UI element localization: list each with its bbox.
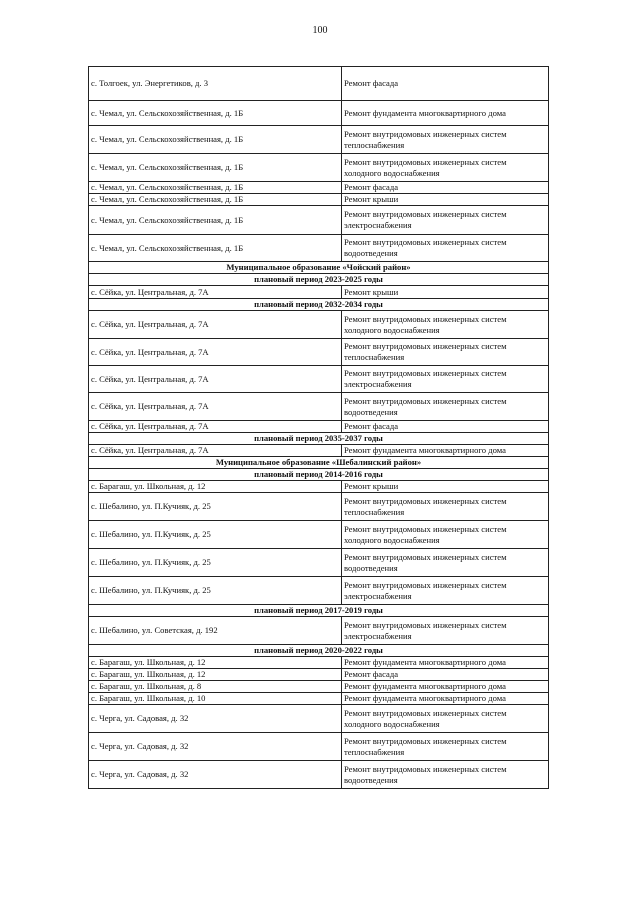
table-row [89,206,549,235]
address-cell: с. Шебалино, ул. П.Кучияк, д. 25 [89,549,342,577]
address-cell: с. Черга, ул. Садовая, д. 32 [89,705,342,733]
section-header-row [89,433,549,445]
section-header-row [89,469,549,481]
table-row [89,733,549,761]
work-type-cell: Ремонт крыши [342,481,549,493]
table-row [89,657,549,669]
address-cell: с. Шебалино, ул. Советская, д. 192 [89,617,342,645]
table-row [89,577,549,605]
address-cell: с. Черга, ул. Садовая, д. 32 [89,761,342,789]
work-type-cell: Ремонт фундамента многоквартирного дома [342,101,549,126]
table-row [89,617,549,645]
address-cell: с. Барагаш, ул. Школьная, д. 12 [89,657,342,669]
work-type-cell: Ремонт внутридомовых инженерных систем водоотведения [342,393,549,421]
section-header: Муниципальное образование «Шебалинский район» [89,457,549,469]
section-header-row [89,274,549,286]
table-row [89,549,549,577]
page-number: 100 [312,25,328,36]
address-cell: с. Сёйка, ул. Центральная, д. 7А [89,445,342,457]
section-header: плановый период 2017-2019 годы [89,605,549,617]
work-type-cell: Ремонт крыши [342,286,549,299]
address-cell: с. Сёйка, ул. Центральная, д. 7А [89,366,342,393]
section-header-row [89,457,549,469]
address-cell: с. Шебалино, ул. П.Кучияк, д. 25 [89,521,342,549]
work-type-cell: Ремонт внутридомовых инженерных систем холодного водоснабжения [342,154,549,182]
section-header-row [89,645,549,657]
work-type-cell: Ремонт крыши [342,194,549,206]
table-row [89,101,549,126]
address-cell: с. Барагаш, ул. Школьная, д. 12 [89,481,342,493]
work-type-cell: Ремонт внутридомовых инженерных систем электроснабжения [342,577,549,605]
address-cell: с. Сёйка, ул. Центральная, д. 7А [89,311,342,339]
work-type-cell: Ремонт внутридомовых инженерных систем электроснабжения [342,206,549,235]
address-cell: с. Чемал, ул. Сельскохозяйственная, д. 1Б [89,154,342,182]
work-type-cell: Ремонт фасада [342,669,549,681]
address-cell: с. Шебалино, ул. П.Кучияк, д. 25 [89,577,342,605]
work-type-cell: Ремонт внутридомовых инженерных систем электроснабжения [342,617,549,645]
work-type-cell: Ремонт внутридомовых инженерных систем электроснабжения [342,366,549,393]
table-row [89,366,549,393]
section-header: плановый период 2035-2037 годы [89,433,549,445]
address-cell: с. Сёйка, ул. Центральная, д. 7А [89,286,342,299]
table-row [89,194,549,206]
table-row [89,126,549,154]
address-cell: с. Чемал, ул. Сельскохозяйственная, д. 1Б [89,194,342,206]
address-cell: с. Барагаш, ул. Школьная, д. 8 [89,681,342,693]
table-row [89,311,549,339]
address-cell: с. Чемал, ул. Сельскохозяйственная, д. 1Б [89,101,342,126]
work-type-cell: Ремонт внутридомовых инженерных систем теплоснабжения [342,339,549,366]
address-cell: с. Чемал, ул. Сельскохозяйственная, д. 1Б [89,235,342,262]
section-header: плановый период 2032-2034 годы [89,299,549,311]
table-row [89,67,549,101]
table-row [89,393,549,421]
table-row [89,339,549,366]
address-cell: с. Толгоек, ул. Энергетиков, д. 3 [89,67,342,101]
section-header-row [89,605,549,617]
address-cell: с. Чемал, ул. Сельскохозяйственная, д. 1Б [89,182,342,194]
address-cell: с. Сёйка, ул. Центральная, д. 7А [89,393,342,421]
table-row [89,154,549,182]
table-row [89,481,549,493]
table-row [89,521,549,549]
table-row [89,705,549,733]
address-cell: с. Черга, ул. Садовая, д. 32 [89,733,342,761]
address-cell: с. Сёйка, ул. Центральная, д. 7А [89,339,342,366]
work-type-cell: Ремонт внутридомовых инженерных систем теплоснабжения [342,126,549,154]
work-type-cell: Ремонт внутридомовых инженерных систем теплоснабжения [342,493,549,521]
address-cell: с. Барагаш, ул. Школьная, д. 10 [89,693,342,705]
work-type-cell: Ремонт внутридомовых инженерных систем водоотведения [342,235,549,262]
work-type-cell: Ремонт внутридомовых инженерных систем холодного водоснабжения [342,311,549,339]
work-type-cell: Ремонт фасада [342,182,549,194]
repair-schedule-table [88,66,549,789]
work-type-cell: Ремонт фасада [342,421,549,433]
table-row [89,445,549,457]
section-header: плановый период 2020-2022 годы [89,645,549,657]
work-type-cell: Ремонт внутридомовых инженерных систем водоотведения [342,761,549,789]
table-row [89,761,549,789]
table-row [89,493,549,521]
work-type-cell: Ремонт фундамента многоквартирного дома [342,445,549,457]
table-row [89,669,549,681]
address-cell: с. Чемал, ул. Сельскохозяйственная, д. 1Б [89,126,342,154]
table-row [89,182,549,194]
section-header-row [89,299,549,311]
work-type-cell: Ремонт внутридомовых инженерных систем холодного водоснабжения [342,521,549,549]
address-cell: с. Барагаш, ул. Школьная, д. 12 [89,669,342,681]
table-row [89,286,549,299]
table-row [89,693,549,705]
work-type-cell: Ремонт внутридомовых инженерных систем водоотведения [342,549,549,577]
section-header: плановый период 2023-2025 годы [89,274,549,286]
section-header: Муниципальное образование «Чойский район» [89,262,549,274]
table-row [89,235,549,262]
work-type-cell: Ремонт внутридомовых инженерных систем холодного водоснабжения [342,705,549,733]
section-header-row [89,262,549,274]
table-row [89,681,549,693]
address-cell: с. Шебалино, ул. П.Кучияк, д. 25 [89,493,342,521]
section-header: плановый период 2014-2016 годы [89,469,549,481]
address-cell: с. Сёйка, ул. Центральная, д. 7А [89,421,342,433]
work-type-cell: Ремонт внутридомовых инженерных систем теплоснабжения [342,733,549,761]
work-type-cell: Ремонт фундамента многоквартирного дома [342,693,549,705]
work-type-cell: Ремонт фасада [342,67,549,101]
work-type-cell: Ремонт фундамента многоквартирного дома [342,657,549,669]
table-row [89,421,549,433]
table-body [89,67,549,789]
work-type-cell: Ремонт фундамента многоквартирного дома [342,681,549,693]
address-cell: с. Чемал, ул. Сельскохозяйственная, д. 1Б [89,206,342,235]
